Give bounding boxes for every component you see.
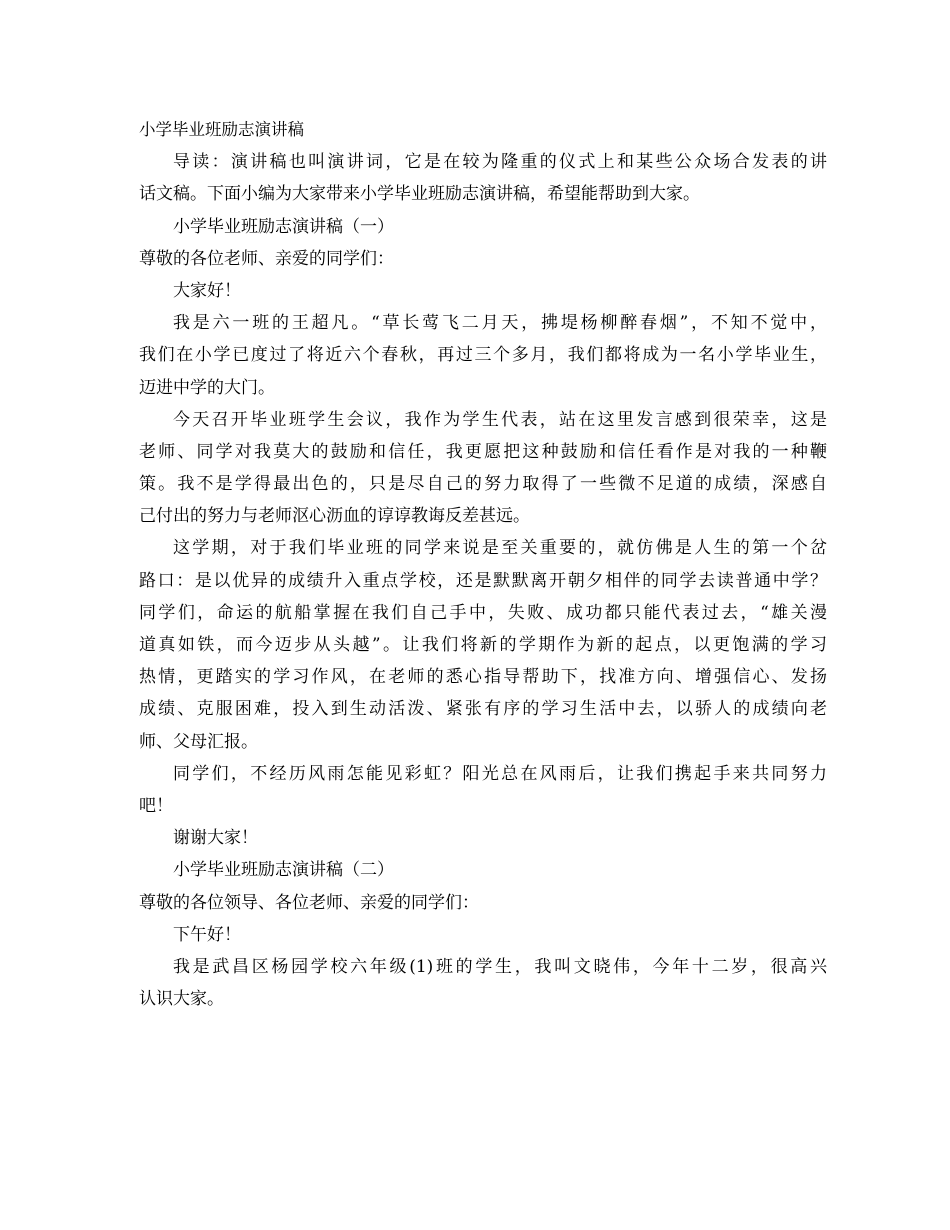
document-title: 小学毕业班励志演讲稿 bbox=[139, 120, 304, 139]
speech1-para4-line-2: 吧！ bbox=[139, 795, 173, 816]
speech1-para1-line-3: 迈进中学的大门。 bbox=[139, 377, 275, 398]
speech1-para3-line-3: 同学们，命运的航船掌握在我们自己手中，失败、成功都只能代表过去，“雄关漫 bbox=[139, 602, 827, 623]
speech1-para2-line-4: 己付出的努力与老师沤心沥血的谆谆教诲反差甚远。 bbox=[139, 506, 530, 527]
intro-line-1: 导读：演讲稿也叫演讲词，它是在较为隆重的仪式上和某些公众场合发表的讲 bbox=[173, 152, 827, 173]
speech1-para3-line-5: 热情，更踏实的学习作风，在老师的悉心指导帮助下，找准方向、增强信心、发扬 bbox=[139, 667, 827, 688]
speech2-heading: 小学毕业班励志演讲稿（二） bbox=[173, 860, 394, 881]
speech1-para1-line-1: 我是六一班的王超凡。“草长莺飞二月天，拂堤杨柳醉春烟”，不知不觉中， bbox=[173, 313, 827, 334]
speech1-para3-line-1: 这学期，对于我们毕业班的同学来说是至关重要的，就仿佛是人生的第一个岔 bbox=[173, 538, 827, 559]
document-page bbox=[139, 114, 827, 1015]
speech1-para1-line-2: 我们在小学已度过了将近六个春秋，再过三个多月，我们都将成为一名小学毕业生， bbox=[139, 345, 827, 366]
speech1-closing: 谢谢大家！ bbox=[173, 828, 258, 849]
speech1-greeting: 大家好！ bbox=[173, 280, 241, 301]
speech1-salutation: 尊敬的各位老师、亲爱的同学们： bbox=[139, 248, 394, 269]
speech1-para2-line-3: 策。我不是学得最出色的，只是尽自己的努力取得了一些微不足道的成绩，深感自 bbox=[139, 474, 827, 495]
speech1-para3-line-4: 道真如铁，而今迈步从头越”。让我们将新的学期作为新的起点，以更饱满的学习 bbox=[139, 635, 827, 655]
speech1-para3-line-7: 师、父母汇报。 bbox=[139, 731, 258, 752]
speech2-greeting: 下午好！ bbox=[173, 924, 241, 945]
speech1-para4-line-1: 同学们，不经历风雨怎能见彩虹？阳光总在风雨后，让我们携起手来共同努力 bbox=[173, 763, 827, 784]
speech2-para1-line-2: 认识大家。 bbox=[139, 989, 224, 1010]
speech2-para1-line-1: 我是武昌区杨园学校六年级(1)班的学生，我叫文晓伟，今年十二岁，很高兴 bbox=[173, 956, 827, 977]
speech1-para3-line-6: 成绩、克服困难，投入到生动活泼、紧张有序的学习生活中去，以骄人的成绩向老 bbox=[139, 699, 827, 720]
speech2-salutation: 尊敬的各位领导、各位老师、亲爱的同学们： bbox=[139, 892, 479, 913]
speech1-para2-line-2: 老师、同学对我莫大的鼓励和信任，我更愿把这种鼓励和信任看作是对我的一种鞭 bbox=[139, 441, 827, 462]
speech1-para3-line-2: 路口：是以优异的成绩升入重点学校，还是默默离开朝夕相伴的同学去读普通中学？ bbox=[139, 570, 827, 591]
speech1-para2-line-1: 今天召开毕业班学生会议，我作为学生代表，站在这里发言感到很荣幸，这是 bbox=[173, 409, 827, 430]
speech1-heading: 小学毕业班励志演讲稿（一） bbox=[173, 216, 394, 237]
intro-line-2: 话文稿。下面小编为大家带来小学毕业班励志演讲稿，希望能帮助到大家。 bbox=[139, 184, 700, 205]
